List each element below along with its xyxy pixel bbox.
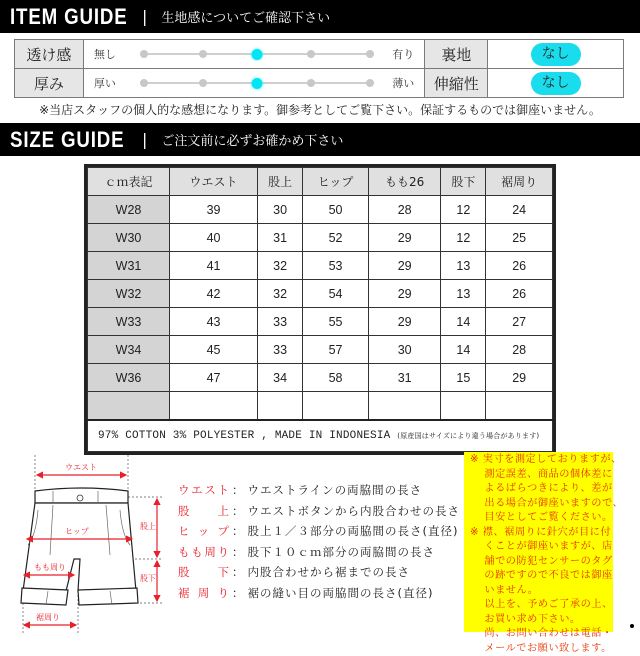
table-cell: 32 [258, 252, 303, 280]
header-separator: | [142, 7, 147, 26]
scale-min-label: 厚い [94, 75, 134, 91]
scale-cell [83, 69, 424, 98]
table-cell: 53 [303, 252, 369, 280]
table-cell: 24 [486, 196, 553, 224]
size-label: W31 [88, 252, 170, 280]
diagram-label-rise: 股上 [140, 521, 156, 532]
definition-key: 股 下 [178, 564, 230, 580]
diagram-label-thigh: もも周り [34, 562, 66, 573]
material-origin-note: (原産国はサイズにより違う場合があります) [397, 432, 539, 440]
diagram-label-hem: 裾周り [36, 612, 60, 623]
table-cell: 25 [486, 224, 553, 252]
table-cell: 50 [303, 196, 369, 224]
row-label: 透け感 [15, 40, 84, 69]
table-cell: 14 [441, 336, 486, 364]
attr-value-cell [488, 69, 624, 98]
table-cell: 13 [441, 252, 486, 280]
size-label: W32 [88, 280, 170, 308]
size-label: W36 [88, 364, 170, 392]
size-label: W33 [88, 308, 170, 336]
definition-key: ウ エ ス ト [178, 482, 230, 498]
scale-dot-5 [366, 79, 374, 87]
notice-line: 尚、お問い合わせは電話・ [470, 627, 609, 642]
header-cell: ヒップ [303, 168, 369, 196]
table-cell: 26 [486, 280, 553, 308]
notice-box [464, 452, 613, 632]
table-cell: 12 [441, 224, 486, 252]
scale-dot-3-selected [252, 49, 263, 60]
table-row [88, 308, 553, 336]
table-cell: 28 [486, 336, 553, 364]
material-text: 97% COTTON 3% POLYESTER , MADE IN INDONESIA [98, 430, 390, 442]
table-cell: 29 [368, 252, 440, 280]
shorts-measurement-diagram [18, 455, 168, 635]
fabric-row-transparency [15, 40, 624, 69]
item-guide-title: ITEM GUIDE [10, 4, 112, 30]
table-cell [258, 392, 303, 420]
scale-dot-2 [199, 79, 207, 87]
scale-track [140, 77, 374, 89]
table-cell: 27 [486, 308, 553, 336]
scale-cell [83, 40, 424, 69]
notice-line: 出る場合が御座いますので、 [470, 497, 609, 512]
attr-label-stretch: 伸縮性 [425, 69, 488, 98]
diagram-label-inseam: 股下 [140, 573, 156, 584]
scale-dot-1 [140, 79, 148, 87]
table-cell [486, 392, 553, 420]
diagram-label-hip: ヒップ [65, 526, 89, 537]
table-cell: 28 [368, 196, 440, 224]
table-cell: 13 [441, 280, 486, 308]
size-label: W28 [88, 196, 170, 224]
table-cell: 54 [303, 280, 369, 308]
attr-value-cell [488, 40, 624, 69]
definition-hem: 裾 周 り ： 裾の縫い目の両脇間の長さ(直径) [178, 583, 460, 604]
definition-value: ウエストラインの両脇間の長さ [248, 482, 423, 498]
scale-max-label: 有り [380, 46, 414, 62]
row-label: 厚み [15, 69, 84, 98]
size-guide-title: SIZE GUIDE [10, 127, 112, 153]
fabric-feel-table [14, 39, 624, 98]
table-cell: 55 [303, 308, 369, 336]
table-cell: 29 [368, 224, 440, 252]
size-table [87, 167, 553, 452]
table-row [88, 252, 553, 280]
bullet-dot-icon [630, 624, 634, 628]
scale-dot-1 [140, 50, 148, 58]
definition-key: も も 周 り [178, 544, 230, 560]
definition-value: 内股合わせから裾までの長さ [248, 564, 411, 580]
lining-badge: なし [531, 43, 581, 66]
definition-thigh: も も 周 り ： 股下１０ｃｍ部分の両脇間の長さ [178, 542, 460, 563]
table-cell: 41 [170, 252, 258, 280]
notice-line: の跡ですので不良では御座 [470, 569, 609, 584]
size-guide-subtitle: ご注文前に必ずお確かめ下さい [161, 130, 343, 149]
table-cell: 29 [368, 280, 440, 308]
table-cell: 32 [258, 280, 303, 308]
definition-value: 裾の縫い目の両脇間の長さ(直径) [248, 585, 434, 601]
size-table-header [88, 168, 553, 196]
table-cell: 12 [441, 196, 486, 224]
disclaimer-note: ※当店スタッフの個人的な感想になります。御参考としてご覧下さい。保証するものでは御座いません。 [0, 101, 640, 118]
header-cell: 股下 [441, 168, 486, 196]
notice-line: お買い求め下さい。 [470, 613, 609, 628]
notice-line: ※ 襟、裾周りに針穴が目に付 [470, 526, 609, 541]
definition-waist: ウ エ ス ト ： ウエストラインの両脇間の長さ [178, 480, 460, 501]
definition-inseam: 股 下 ： 内股合わせから裾までの長さ [178, 562, 460, 583]
definition-key: 股 上 [178, 503, 230, 519]
table-cell: 57 [303, 336, 369, 364]
table-cell [368, 392, 440, 420]
thickness-scale [94, 75, 414, 91]
size-label: W30 [88, 224, 170, 252]
notice-line: 以上を、予めご了承の上、 [470, 598, 609, 613]
scale-dot-2 [199, 50, 207, 58]
notice-line: 目安としてご覧ください。 [470, 511, 609, 526]
definition-value: 股下１０ｃｍ部分の両脇間の長さ [248, 544, 436, 560]
table-cell: 30 [258, 196, 303, 224]
table-cell: 33 [258, 308, 303, 336]
table-cell: 52 [303, 224, 369, 252]
table-cell [441, 392, 486, 420]
table-cell: 31 [258, 224, 303, 252]
transparency-scale [94, 46, 414, 62]
scale-dot-5 [366, 50, 374, 58]
attr-label-lining: 裏地 [425, 40, 488, 69]
table-row-empty [88, 392, 553, 420]
diagram-label-waist: ウエスト [65, 462, 97, 473]
table-cell: 34 [258, 364, 303, 392]
header-cell: もも26 [368, 168, 440, 196]
size-label [88, 392, 170, 420]
table-row [88, 336, 553, 364]
notice-line: 測定誤差、商品の個体差に [470, 468, 609, 483]
header-cell: ｃｍ表記 [88, 168, 170, 196]
notice-line: 舗での防犯センサーのタグ [470, 555, 609, 570]
definition-value: 股上１／３部分の両脇間の長さ(直径) [248, 523, 459, 539]
table-cell: 29 [486, 364, 553, 392]
definition-key: ヒ ッ プ [178, 523, 230, 539]
scale-track [140, 48, 374, 60]
table-row [88, 196, 553, 224]
scale-min-label: 無し [94, 46, 134, 62]
header-cell: ウエスト [170, 168, 258, 196]
material-row [88, 420, 553, 452]
fabric-row-thickness [15, 69, 624, 98]
table-row [88, 224, 553, 252]
notice-line: メールでお願い致します。 [470, 642, 609, 656]
size-guide-header [0, 123, 640, 156]
table-cell: 29 [368, 308, 440, 336]
notice-line: いません。 [470, 584, 609, 599]
notice-line: よるばらつきにより、差が [470, 482, 609, 497]
scale-dot-3-selected [252, 78, 263, 89]
table-cell [170, 392, 258, 420]
header-cell: 股上 [258, 168, 303, 196]
notice-line: くことが御座いますが、店 [470, 540, 609, 555]
scale-max-label: 薄い [380, 75, 414, 91]
item-guide-subtitle: 生地感についてご確認下さい [161, 7, 330, 26]
header-separator: | [142, 130, 147, 149]
table-cell: 47 [170, 364, 258, 392]
item-guide-header [0, 0, 640, 33]
definition-hip: ヒ ッ プ ： 股上１／３部分の両脇間の長さ(直径) [178, 521, 460, 542]
table-cell: 33 [258, 336, 303, 364]
table-row [88, 280, 553, 308]
size-table-frame [84, 164, 556, 455]
table-cell: 30 [368, 336, 440, 364]
table-cell: 43 [170, 308, 258, 336]
stretch-badge: なし [531, 72, 581, 95]
notice-line: ※ 実寸を測定しておりますが、 [470, 453, 609, 468]
scale-dot-4 [307, 50, 315, 58]
size-label: W34 [88, 336, 170, 364]
definition-rise: 股 上 ： ウエストボタンから内股合わせの長さ [178, 501, 460, 522]
table-cell: 45 [170, 336, 258, 364]
table-cell: 15 [441, 364, 486, 392]
measurement-definitions [178, 480, 460, 603]
shorts-illustration-icon [18, 455, 168, 635]
table-cell: 39 [170, 196, 258, 224]
table-cell: 31 [368, 364, 440, 392]
scale-dot-4 [307, 79, 315, 87]
table-row [88, 364, 553, 392]
definition-key: 裾 周 り [178, 585, 230, 601]
table-cell: 42 [170, 280, 258, 308]
table-cell [303, 392, 369, 420]
header-cell: 裾周り [486, 168, 553, 196]
material-cell [88, 420, 553, 452]
definition-value: ウエストボタンから内股合わせの長さ [248, 503, 461, 519]
table-cell: 26 [486, 252, 553, 280]
table-cell: 40 [170, 224, 258, 252]
table-cell: 14 [441, 308, 486, 336]
table-cell: 58 [303, 364, 369, 392]
